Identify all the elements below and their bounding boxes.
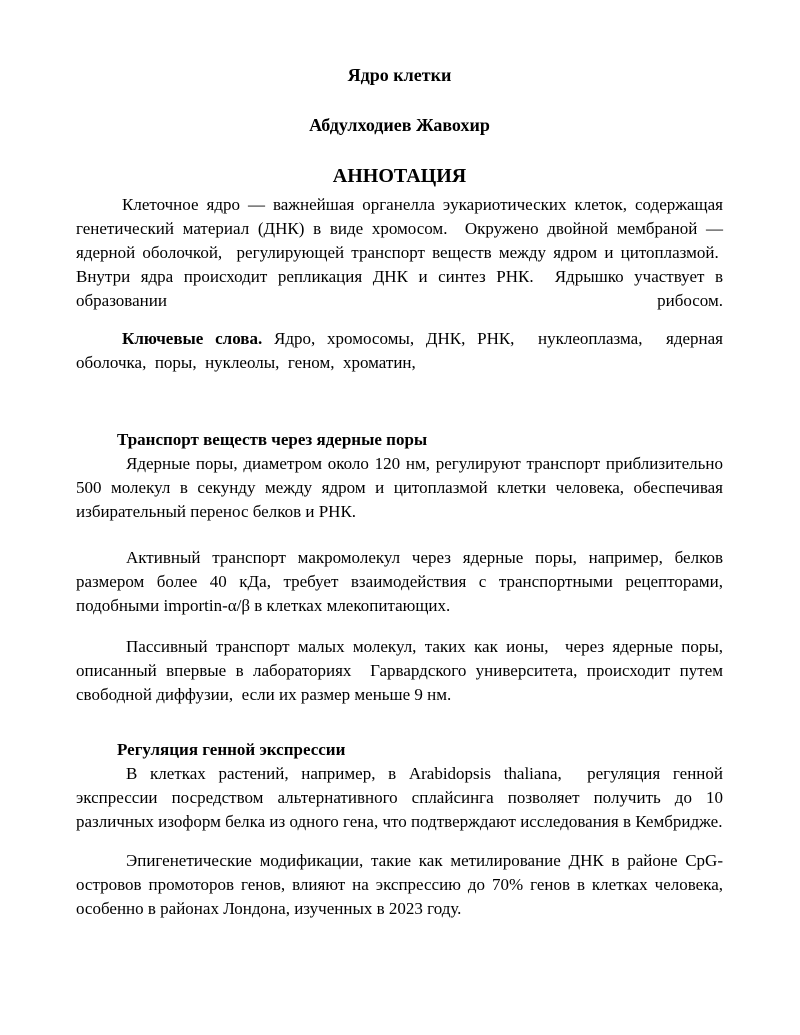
author-name: Абдулходиев Жавохир: [309, 115, 490, 135]
gene-expression-paragraph-1: В клетках растений, например, в Arabidopsis thaliana, регуляция генной экспрессии посредством альтернативного сплайсинга позволяет получить до 10 различных изоформ белка из одного гена, что подтверждают исследования в Кембридже.: [76, 764, 723, 831]
annotation-heading: АННОТАЦИЯ: [332, 165, 467, 187]
keywords-label: Ключевые слова.: [122, 329, 263, 348]
annotation-paragraph: Клеточное ядро — важнейшая органелла эукариотических клеток, содержащая генетический материал (ДНК) в виде хромосом. Окружено двойной мембраной — ядерной оболочкой, регулирующей транспорт веществ между ядром и цитоплазмой. Внутри ядра происходит репликация ДНК и синтез РНК. Ядрышко участвует в образовании рибосом.: [76, 195, 723, 310]
gene-expression-paragraph-2: Эпигенетические модификации, такие как метилирование ДНК в районе CpG-островов промоторов генов, влияют на экспрессию до 70% генов в клетках человека, особенно в районах Лондона, изученных в 2023 году.: [76, 851, 723, 918]
keywords-text: Ядро, хромосомы, ДНК, РНК, нуклеоплазма, ядерная оболочка, поры, нуклеолы, геном, хроматин,: [76, 329, 724, 372]
transport-paragraph-3: Пассивный транспорт малых молекул, таких как ионы, через ядерные поры, описанный впервые в лабораториях Гарвардского университета, происходит путем свободной диффузии, если их размер меньше 9 нм.: [76, 637, 723, 704]
section-heading-transport: Транспорт веществ через ядерные поры: [117, 430, 428, 449]
keywords-paragraph: [76, 327, 723, 375]
transport-paragraph-2: Активный транспорт макромолекул через ядерные поры, например, белков размером более 40 кДа, требует взаимодействия с транспортными рецепторами, подобными importin-α/β в клетках млекопитающих.: [76, 548, 723, 615]
transport-paragraph-1: Ядерные поры, диаметром около 120 нм, регулируют транспорт приблизительно 500 молекул в секунду между ядром и цитоплазмой клетки человека, обеспечивая избирательный перенос белков и РНК.: [76, 454, 723, 521]
section-heading-gene-expression: Регуляция генной экспрессии: [117, 740, 346, 759]
document-title: Ядро клетки: [347, 65, 452, 85]
